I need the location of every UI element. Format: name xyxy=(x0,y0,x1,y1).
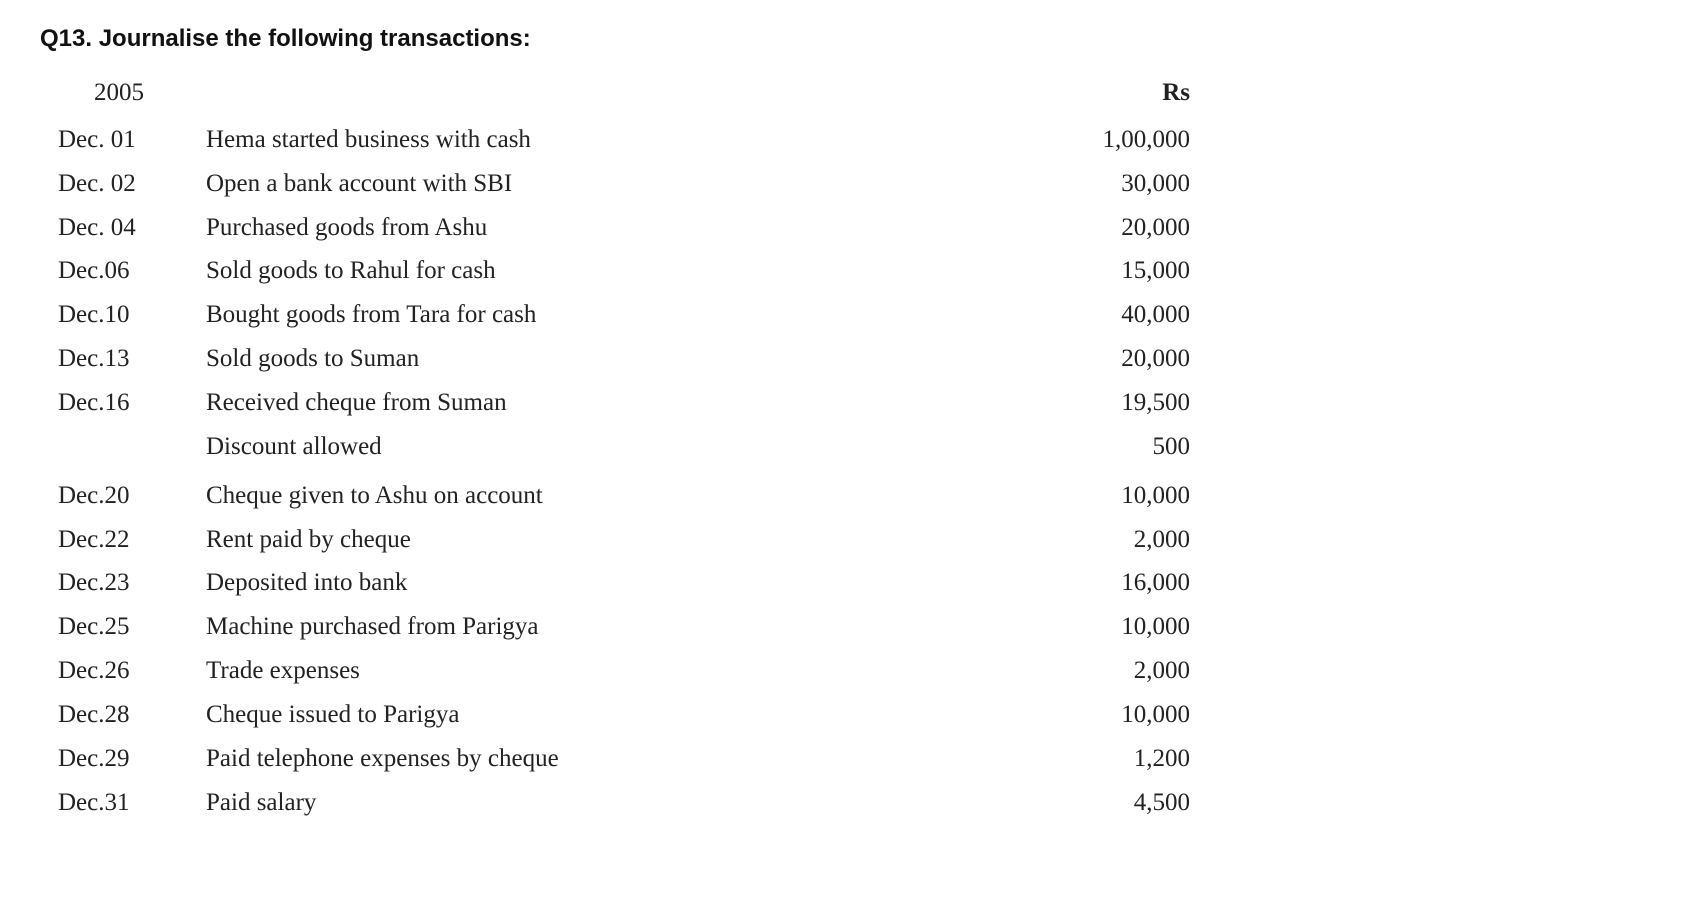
row-amount: 10,000 xyxy=(1121,482,1190,509)
row-amount: 1,00,000 xyxy=(1102,126,1190,153)
table-row xyxy=(0,520,1700,560)
row-amount: 16,000 xyxy=(1121,569,1190,596)
row-amount: 10,000 xyxy=(1121,613,1190,640)
row-description: Machine purchased from Parigya xyxy=(206,613,539,640)
row-amount: 500 xyxy=(1152,433,1190,460)
row-amount: 4,500 xyxy=(1133,789,1190,816)
row-date: Dec.26 xyxy=(58,657,130,684)
row-date: Dec.13 xyxy=(58,345,130,372)
row-date: Dec.22 xyxy=(58,526,130,553)
row-date: Dec.29 xyxy=(58,745,130,772)
row-description: Hema started business with cash xyxy=(206,126,531,153)
row-date: Dec.10 xyxy=(58,301,130,328)
row-description: Discount allowed xyxy=(206,433,382,460)
row-description: Rent paid by cheque xyxy=(206,526,411,553)
table-row xyxy=(0,427,1700,467)
table-row xyxy=(0,563,1700,603)
row-description: Sold goods to Suman xyxy=(206,345,420,372)
row-date: Dec. 01 xyxy=(58,126,136,153)
table-row xyxy=(0,607,1700,647)
row-date: Dec. 02 xyxy=(58,170,136,197)
row-date: Dec.06 xyxy=(58,257,130,284)
table-row xyxy=(0,476,1700,516)
row-description: Purchased goods from Ashu xyxy=(206,214,488,241)
table-row xyxy=(0,164,1700,204)
row-amount: 19,500 xyxy=(1121,389,1190,416)
row-amount: 30,000 xyxy=(1121,170,1190,197)
row-amount: 20,000 xyxy=(1121,214,1190,241)
table-row xyxy=(0,251,1700,291)
row-date: Dec.16 xyxy=(58,389,130,416)
row-amount: 10,000 xyxy=(1121,701,1190,728)
table-row xyxy=(0,208,1700,248)
row-description: Sold goods to Rahul for cash xyxy=(206,257,496,284)
amount-header: Rs xyxy=(1162,79,1190,106)
row-amount: 2,000 xyxy=(1133,657,1190,684)
row-amount: 2,000 xyxy=(1133,526,1190,553)
year-heading: 2005 xyxy=(94,79,144,106)
row-date: Dec.23 xyxy=(58,569,130,596)
row-date: Dec.31 xyxy=(58,789,130,816)
table-row xyxy=(0,695,1700,735)
row-amount: 1,200 xyxy=(1133,745,1190,772)
row-description: Trade expenses xyxy=(206,657,360,684)
table-row xyxy=(0,339,1700,379)
row-amount: 20,000 xyxy=(1121,345,1190,372)
row-date: Dec. 04 xyxy=(58,214,136,241)
row-description: Cheque issued to Parigya xyxy=(206,701,460,728)
question-title: Q13. Journalise the following transactions: xyxy=(40,25,531,52)
row-date: Dec.28 xyxy=(58,701,130,728)
row-description: Paid telephone expenses by cheque xyxy=(206,745,559,772)
row-description: Bought goods from Tara for cash xyxy=(206,301,537,328)
row-description: Open a bank account with SBI xyxy=(206,170,513,197)
row-amount: 15,000 xyxy=(1121,257,1190,284)
table-row xyxy=(0,651,1700,691)
row-date: Dec.25 xyxy=(58,613,130,640)
table-row xyxy=(0,383,1700,423)
table-row xyxy=(0,739,1700,779)
table-row xyxy=(0,783,1700,823)
table-row xyxy=(0,120,1700,160)
row-description: Paid salary xyxy=(206,789,317,816)
row-date: Dec.20 xyxy=(58,482,130,509)
table-row xyxy=(0,295,1700,335)
row-amount: 40,000 xyxy=(1121,301,1190,328)
row-description: Cheque given to Ashu on account xyxy=(206,482,543,509)
row-description: Deposited into bank xyxy=(206,569,408,596)
row-description: Received cheque from Suman xyxy=(206,389,507,416)
